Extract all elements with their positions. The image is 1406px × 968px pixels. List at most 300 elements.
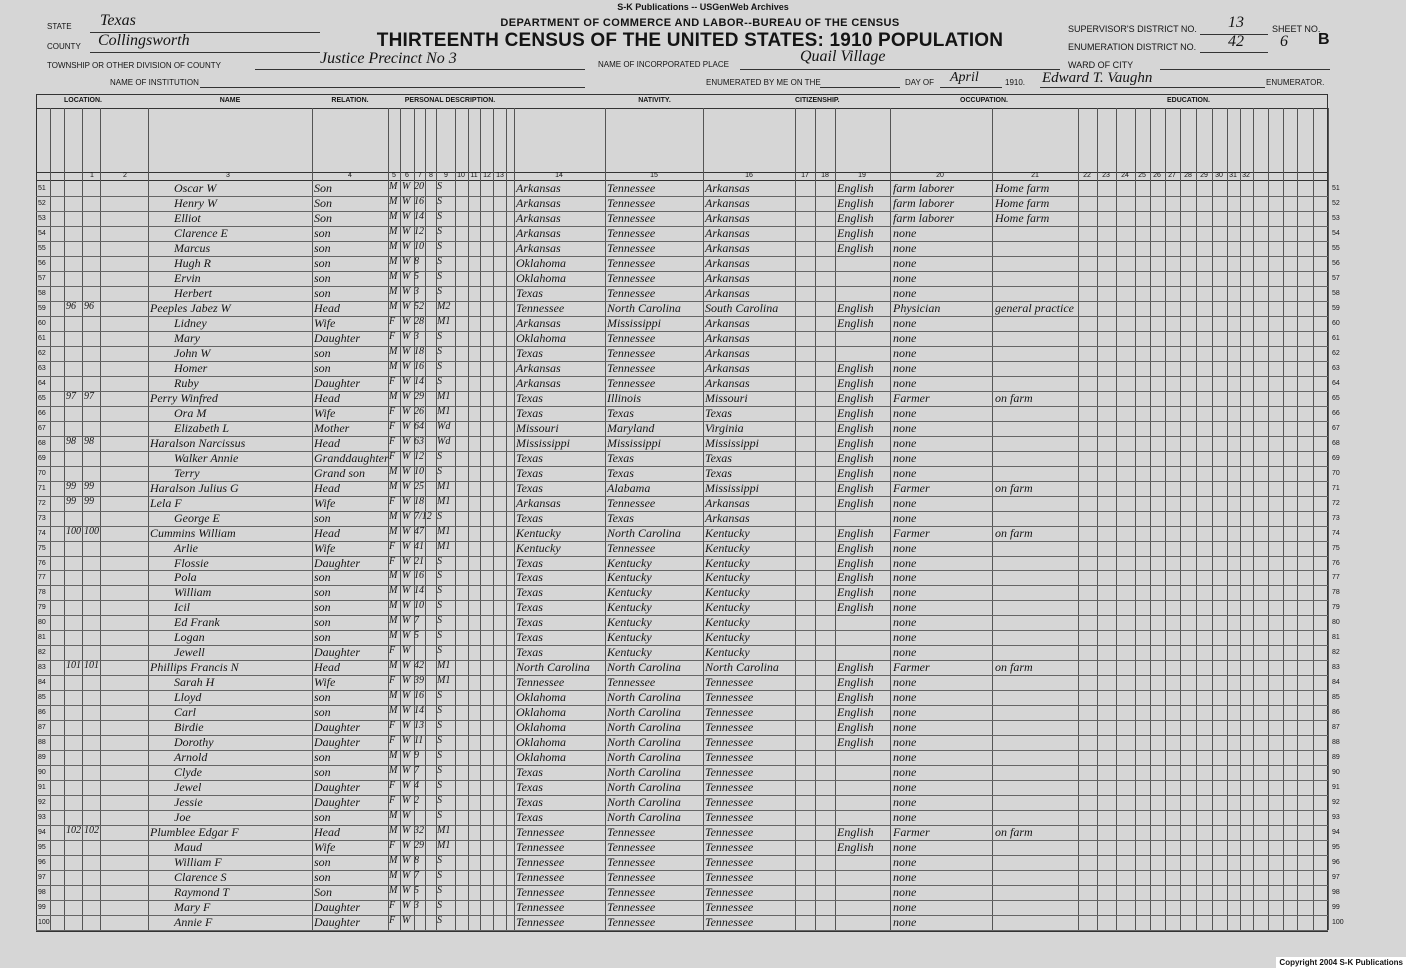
mother-birthplace: Texas [705,450,732,465]
age: 39 [414,675,424,687]
person-name: Dorothy [174,735,214,750]
race: W [402,270,411,282]
column-number: 15 [650,172,658,179]
line-number-right: 96 [1332,859,1340,867]
sex: F [389,330,396,342]
line-number-right: 70 [1332,469,1340,477]
trade: none [893,420,917,435]
line-number-right: 65 [1332,394,1340,402]
person-name: Arnold [174,750,208,765]
column-number: 23 [1102,172,1110,179]
line-number-right: 76 [1332,559,1340,567]
birthplace: Kentucky [516,540,561,555]
person-name: Pola [174,570,197,585]
marital-status: S [437,915,442,927]
sex: M [389,345,398,357]
line-number: 61 [38,334,46,342]
line-number: 89 [38,754,46,762]
birthplace: Tennessee [516,825,565,840]
line-number: 97 [38,874,46,882]
marital-status: S [437,570,442,582]
age: 13 [414,720,424,732]
relation: Head [314,525,340,540]
marital-status: S [437,750,442,762]
language: English [837,705,874,720]
trade: none [893,465,917,480]
column-group-7: OCCUPATION. [960,97,1008,104]
relation: Grand son [314,465,366,480]
line-number: 65 [38,394,46,402]
mother-birthplace: Arkansas [705,240,750,255]
language: English [837,675,874,690]
mother-birthplace: Tennessee [705,690,754,705]
person-name: Clyde [174,765,202,780]
marital-status: M1 [437,405,451,417]
column-group-4: PERSONAL DESCRIPTION. [404,97,496,104]
marital-status: Wd [437,435,451,447]
column-number: 14 [555,172,563,179]
sex: M [389,285,398,297]
language: English [837,690,874,705]
race: W [402,645,411,657]
sex: M [389,690,398,702]
birthplace: Texas [516,285,543,300]
page-title: THIRTEENTH CENSUS OF THE UNITED STATES: 1910 POPULATION [376,30,1004,51]
enum-district-value: 42 [1228,33,1244,50]
language: English [837,570,874,585]
dwelling-no: 97 [66,390,76,402]
column-divider [1196,108,1197,930]
person-name: Flossie [174,555,209,570]
relation: son [314,345,331,360]
column-number: 4 [348,172,352,179]
person-name: Raymond T [174,885,229,900]
mother-birthplace: Arkansas [705,330,750,345]
relation: Son [314,181,332,195]
person-name: Mary [174,330,200,345]
line-number: 88 [38,739,46,747]
line-number-right: 90 [1332,769,1340,777]
marital-status: M1 [437,390,451,402]
race: W [402,255,411,267]
column-number: 19 [858,172,866,179]
trade: Farmer [893,525,930,540]
township-value: Justice Precinct No 3 [320,50,457,67]
trade: none [893,915,917,930]
relation: Daughter [314,375,360,390]
person-name: Elizabeth L [174,420,230,435]
trade: none [893,795,917,810]
line-number-right: 84 [1332,679,1340,687]
birthplace: Arkansas [516,495,561,510]
column-divider [1165,108,1166,930]
sex: F [389,645,396,657]
line-number: 69 [38,454,46,462]
line-number: 83 [38,664,46,672]
race: W [402,810,411,822]
birthplace: Oklahoma [516,255,566,270]
person-name: Hugh R [174,255,211,270]
line-number: 90 [38,769,46,777]
father-birthplace: Tennessee [607,181,656,195]
column-divider [506,108,507,930]
line-number: 68 [38,439,46,447]
birthplace: Texas [516,345,543,360]
sex: F [389,795,396,807]
line-number: 100 [38,919,50,927]
birthplace: Texas [516,465,543,480]
language: English [837,495,874,510]
line-number-right: 64 [1332,379,1340,387]
column-number: 6 [405,172,409,179]
age: 12 [414,225,424,237]
line-number-right: 68 [1332,439,1340,447]
race: W [402,870,411,882]
age: 41 [414,540,424,552]
trade: farm laborer [893,181,955,195]
line-number: 67 [38,424,46,432]
line-number-right: 80 [1332,619,1340,627]
sex: M [389,240,398,252]
relation: Daughter [314,330,360,345]
line-number-right: 89 [1332,754,1340,762]
person-name: Ruby [174,375,199,390]
language: English [837,450,874,465]
language: English [837,435,874,450]
line-number: 85 [38,694,46,702]
marital-status: S [437,885,442,897]
sex: F [389,840,396,852]
relation: Head [314,435,340,450]
race: W [402,615,411,627]
sex: M [389,570,398,582]
column-divider [1078,108,1079,930]
person-name: Sarah H [174,675,215,690]
relation: son [314,360,331,375]
age: 16 [414,690,424,702]
relation: Wife [314,495,336,510]
language: English [837,210,874,225]
father-birthplace: North Carolina [607,810,681,825]
marital-status: M1 [437,825,451,837]
sex: M [389,210,398,222]
line-number-right: 73 [1332,514,1340,522]
birthplace: Texas [516,510,543,525]
line-number-right: 99 [1332,904,1340,912]
trade: none [893,780,917,795]
age: 5 [414,885,419,897]
relation: son [314,810,331,825]
birthplace: Tennessee [516,885,565,900]
industry: Home farm [995,210,1050,225]
mother-birthplace: Tennessee [705,840,754,855]
column-number: 22 [1083,172,1091,179]
column-divider [795,108,796,930]
column-number: 3 [226,172,230,179]
line-number-right: 60 [1332,319,1340,327]
person-name: Arlie [174,540,198,555]
race: W [402,375,411,387]
mother-birthplace: North Carolina [705,660,779,675]
column-divider [1227,108,1228,930]
marital-status: S [437,690,442,702]
age: 14 [414,705,424,717]
marital-status: S [437,855,442,867]
sex: M [389,225,398,237]
family-no: 98 [84,435,94,447]
person-name: Haralson Narcissus [150,435,246,450]
dwelling-no: 101 [66,660,81,672]
language: English [837,840,874,855]
language: English [837,360,874,375]
column-divider [815,108,816,930]
sex: F [389,375,396,387]
age: 28 [414,315,424,327]
age: 3 [414,900,419,912]
line-number-right: 97 [1332,874,1340,882]
birthplace: Texas [516,585,543,600]
ward-label: WARD OF CITY [1068,60,1134,70]
age: 29 [414,840,424,852]
line-number-right: 72 [1332,499,1340,507]
line-number: 82 [38,649,46,657]
column-number: 29 [1200,172,1208,179]
column-divider [1313,108,1314,930]
line-number-right: 71 [1332,484,1340,492]
race: W [402,240,411,252]
race: W [402,900,411,912]
line-number: 78 [38,589,46,597]
mother-birthplace: Tennessee [705,750,754,765]
mother-birthplace: Tennessee [705,825,754,840]
trade: none [893,900,917,915]
line-number-right: 54 [1332,229,1340,237]
marital-status: M1 [437,480,451,492]
marital-status: S [437,870,442,882]
father-birthplace: Kentucky [607,600,652,615]
line-number-right: 94 [1332,829,1340,837]
marital-status: S [437,555,442,567]
trade: farm laborer [893,195,955,210]
marital-status: S [437,330,442,342]
father-birthplace: Tennessee [607,375,656,390]
language: English [837,660,874,675]
father-birthplace: Tennessee [607,360,656,375]
line-number-right: 91 [1332,784,1340,792]
mother-birthplace: Kentucky [705,570,750,585]
relation: Head [314,660,340,675]
column-divider [1180,108,1181,930]
mother-birthplace: Tennessee [705,900,754,915]
sex: M [389,630,398,642]
language: English [837,195,874,210]
mother-birthplace: Kentucky [705,600,750,615]
marital-status: S [437,450,442,462]
birthplace: Oklahoma [516,735,566,750]
line-number-right: 87 [1332,724,1340,732]
trade: none [893,495,917,510]
line-number: 81 [38,634,46,642]
relation: son [314,855,331,870]
relation: son [314,615,331,630]
relation: Wife [314,405,336,420]
line-number-right: 79 [1332,604,1340,612]
age: 7 [414,615,419,627]
column-divider [703,108,704,930]
column-group-2: NAME [219,97,241,104]
birthplace: Texas [516,615,543,630]
sex: F [389,540,396,552]
relation: Wife [314,315,336,330]
line-number: 99 [38,904,46,912]
father-birthplace: Tennessee [607,840,656,855]
race: W [402,765,411,777]
relation: Son [314,210,332,225]
race: W [402,660,411,672]
relation: Wife [314,540,336,555]
person-name: Joe [174,810,191,825]
person-name: Plumblee Edgar F [150,825,239,840]
sheet-label: SHEET NO. [1272,24,1321,34]
industry: on farm [995,390,1033,405]
relation: son [314,600,331,615]
language: English [837,225,874,240]
birthplace: Tennessee [516,675,565,690]
sex: M [389,255,398,267]
language: English [837,825,874,840]
mother-birthplace: Arkansas [705,270,750,285]
trade: none [893,315,917,330]
row-rule [36,930,1328,931]
sex: M [389,765,398,777]
line-number-right: 78 [1332,589,1340,597]
father-birthplace: Tennessee [607,270,656,285]
age: 10 [414,465,424,477]
birthplace: Tennessee [516,915,565,930]
person-name: Mary F [174,900,211,915]
age: 11 [414,735,424,747]
line-number: 55 [38,244,46,252]
trade: none [893,555,917,570]
person-name: Oscar W [174,181,217,195]
father-birthplace: Tennessee [607,330,656,345]
sex: F [389,315,396,327]
birthplace: Texas [516,480,543,495]
person-name: Icil [174,600,190,615]
person-name: John W [174,345,211,360]
age: 3 [414,285,419,297]
marital-status: S [437,345,442,357]
column-number: 20 [936,172,944,179]
age: 8 [414,255,419,267]
enumerator-value: Edward T. Vaughn [1042,70,1153,86]
race: W [402,675,411,687]
line-number: 75 [38,544,46,552]
line-number: 95 [38,844,46,852]
language: English [837,240,874,255]
marital-status: S [437,465,442,477]
line-number: 92 [38,799,46,807]
marital-status: M1 [437,840,451,852]
race: W [402,720,411,732]
birthplace: Oklahoma [516,690,566,705]
family-no: 96 [84,300,94,312]
race: W [402,780,411,792]
age: 26 [414,405,424,417]
line-number-right: 61 [1332,334,1340,342]
column-divider [36,108,37,930]
sheet-value: 6 [1280,33,1288,50]
race: W [402,345,411,357]
state-value: Texas [100,12,136,29]
age: 7/12 [414,510,432,522]
father-birthplace: North Carolina [607,795,681,810]
trade: none [893,615,917,630]
enumerated-label: ENUMERATED BY ME ON THE [706,78,821,87]
marital-status: M1 [437,675,451,687]
mother-birthplace: Tennessee [705,870,754,885]
sex: M [389,270,398,282]
line-number-right: 93 [1332,814,1340,822]
column-divider [1328,108,1329,930]
mother-birthplace: Tennessee [705,780,754,795]
line-number: 91 [38,784,46,792]
family-no: 102 [84,825,99,837]
person-name: Marcus [174,240,211,255]
sex: M [389,510,398,522]
sex: M [389,870,398,882]
trade: none [893,240,917,255]
line-number-right: 53 [1332,214,1340,222]
column-divider [82,108,83,930]
line-number: 58 [38,289,46,297]
race: W [402,420,411,432]
marital-status: M2 [437,300,451,312]
column-number: 24 [1121,172,1129,179]
county-value: Collingsworth [98,32,190,49]
day-label: DAY OF [905,78,935,87]
column-number: 10 [457,172,465,179]
sex: M [389,615,398,627]
trade: none [893,645,917,660]
person-name: Logan [174,630,205,645]
marital-status: S [437,600,442,612]
trade: none [893,630,917,645]
person-name: Ora M [174,405,207,420]
line-number: 63 [38,364,46,372]
marital-status: Wd [437,420,451,432]
column-group-1: LOCATION. [64,97,102,104]
line-number-right: 75 [1332,544,1340,552]
mother-birthplace: Arkansas [705,345,750,360]
marital-status: S [437,705,442,717]
column-divider [480,108,481,930]
family-no: 99 [84,495,94,507]
mother-birthplace: Kentucky [705,615,750,630]
birthplace: Kentucky [516,525,561,540]
language: English [837,585,874,600]
father-birthplace: North Carolina [607,765,681,780]
line-number: 79 [38,604,46,612]
relation: Head [314,300,340,315]
marital-status: S [437,645,442,657]
relation: Daughter [314,780,360,795]
person-name: George E [174,510,220,525]
race: W [402,210,411,222]
county-label: COUNTY [47,42,81,51]
age: 2 [414,795,419,807]
father-birthplace: Tennessee [607,285,656,300]
